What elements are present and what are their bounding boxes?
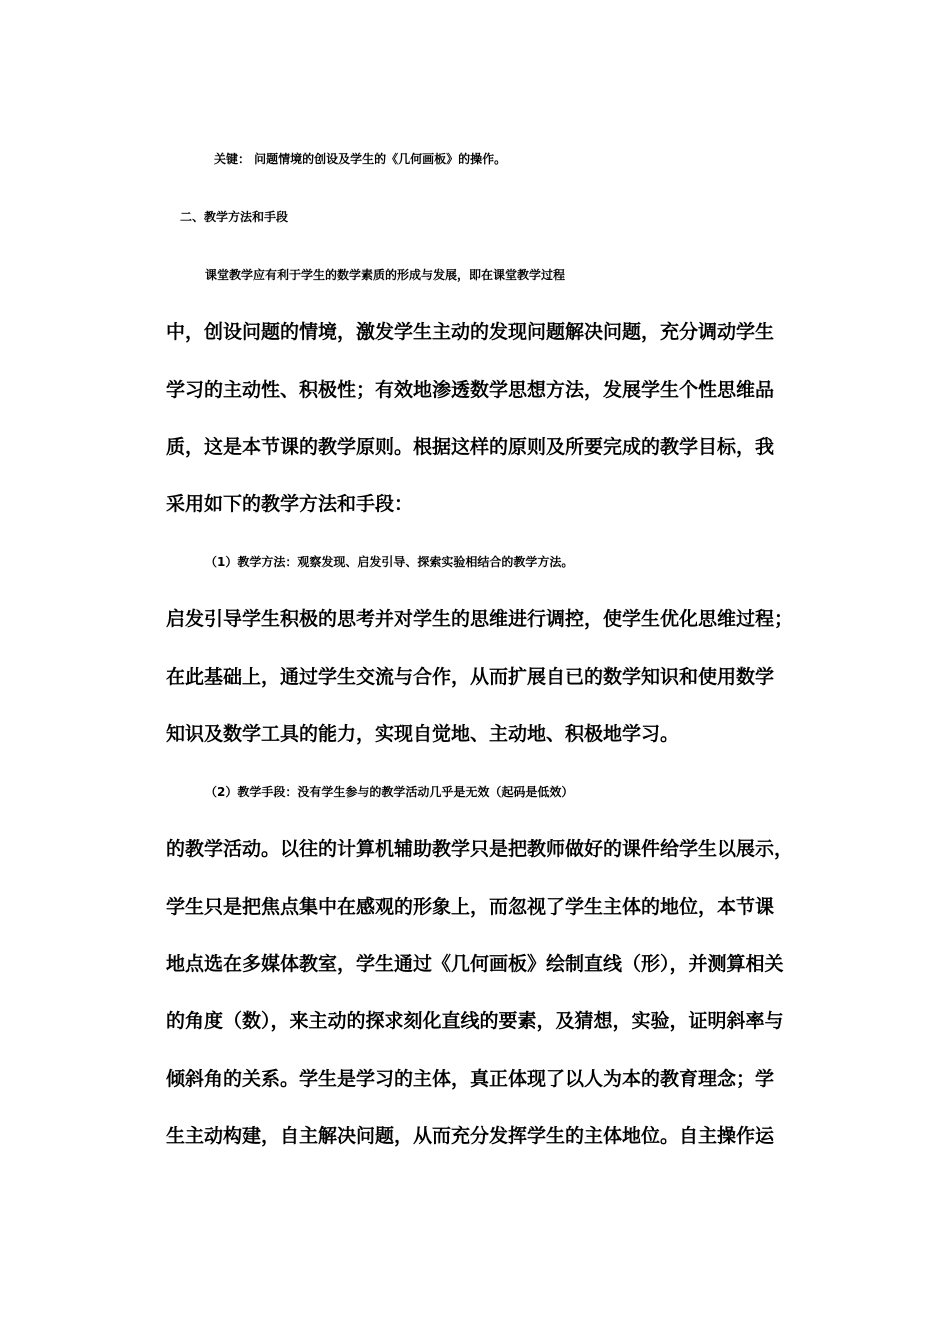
text-line: 的角度（数），来主动的探求刻化直线的要素，及猜想，实验，证明斜率与 (166, 1010, 784, 1032)
text-line: 采用如下的教学方法和手段： (166, 493, 414, 515)
key-point-line: 关键： 问题情境的创设及学生的《几何画板》的操作。 (214, 152, 507, 166)
text-line: （2）教学手段：没有学生参与的教学活动几乎是无效（起码是低效） (205, 785, 574, 799)
text-line: 地点选在多媒体教室，学生通过《几何画板》绘制直线（形），并测算相关 (166, 953, 784, 975)
text-line: 学生只是把焦点集中在感观的形象上，而忽视了学生主体的地位，本节课 (166, 896, 775, 918)
text-line: 在此基础上，通过学生交流与合作，从而扩展自已的数学知识和使用数学 (166, 666, 775, 688)
text-line: 启发引导学生积极的思考并对学生的思维进行调控，使学生优化思维过程； (166, 608, 794, 630)
text-line: 知识及数学工具的能力，实现自觉地、主动地、积极地学习。 (166, 723, 680, 745)
section-heading: 二、教学方法和手段 (180, 210, 289, 224)
text-line: 课堂教学应有利于学生的数学素质的形成与发展，即在课堂教学过程 (205, 268, 566, 282)
text-line: 学习的主动性、积极性；有效地渗透数学思想方法，发展学生个性思维品 (166, 379, 775, 401)
text-line: 的教学活动。以往的计算机辅助教学只是把教师做好的课件给学生以展示， (166, 838, 794, 860)
text-line: 质，这是本节课的教学原则。根据这样的原则及所要完成的教学目标，我 (166, 436, 775, 458)
text-line: 中，创设问题的情境，激发学生主动的发现问题解决问题，充分调动学生 (166, 321, 775, 343)
text-line: 倾斜角的关系。学生是学习的主体，真正体现了以人为本的教育理念；学 (166, 1068, 775, 1090)
text-line: （1）教学方法：观察发现、启发引导、探索实验相结合的教学方法。 (205, 555, 574, 569)
text-line: 生主动构建，自主解决问题，从而充分发挥学生的主体地位。自主操作运 (166, 1125, 775, 1147)
